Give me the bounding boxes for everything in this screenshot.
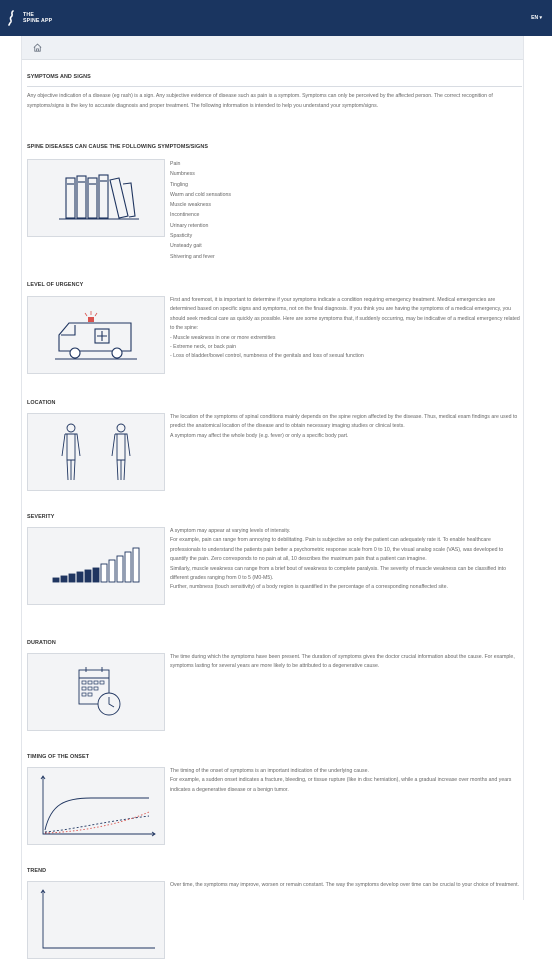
breadcrumb [22,36,523,60]
onset-text [170,767,522,845]
page-title: SYMPTOMS AND SIGNS [27,74,91,80]
human-body-icon [31,416,161,488]
section-title: DURATION [27,640,56,646]
body-illustration [27,413,165,491]
onset-illustration [27,767,165,845]
list-item: Urinary retention [170,222,209,229]
onset-paragraph: The timing of the onset of symptoms is an important indication of the underlying cause. [170,768,369,774]
pain-scale-icon [31,530,161,602]
spine-logo-icon [6,10,18,26]
urgency-text [170,296,522,374]
main-container [21,36,524,900]
section-symptoms-signs [27,74,522,111]
urgency-paragraph: First and foremost, it is important to determine if your symptoms indicate a condition requiring emergency treatment. Medical emergencies are determined based on specific signs and symptoms, not on the final diagnosis. If you think you are having the symptoms of a medical emergency, you should seek medical care as quickly as possible. Here are some symptoms that, if suddenly occurring, may be indicative of a medical emergency related to the spine: [170,297,520,332]
section-severity [27,514,522,605]
list-item: Spasticity [170,233,193,240]
home-icon[interactable] [32,42,43,53]
list-item: - Loss of bladder/bowel control, numbness of the genitals and loss of sexual function [170,353,364,360]
trend-chart-icon [31,884,161,956]
list-item: Pain [170,161,181,167]
list-item: Incontinence [170,212,200,219]
list-item: Tingling [170,181,188,188]
brand[interactable] [6,10,52,26]
trend-illustration [27,881,165,959]
location-paragraph-2: A symptom may affect the whole body (e.g. fever) or only a specific body part. [170,432,349,439]
ambulance-illustration [27,296,165,374]
symptom-list [170,159,231,262]
language-selector[interactable]: EN ▾ [531,15,542,21]
section-title: TREND [27,868,47,874]
list-item: Muscle weakness [170,202,211,209]
location-text [170,413,522,491]
trend-text: Over time, the symptoms may improve, worsen or remain constant. The way the symptoms develop over time can be crucial to your choice of treatment. [170,882,520,888]
list-item: Warm and cold sensations [170,191,231,198]
list-item: - Muscle weakness in one or more extremities [170,334,276,341]
severity-paragraph-4: Further, numbness (touch sensitivity) of a body region is quantified in the percentage of a corresponding nonaffected site. [170,584,448,591]
intro-text: Any objective indication of a disease (eg rash) is a sign. Any subjective evidence of disease such as pain is a symptom. Symptoms can only be perceived by the affected person. The correct recognition of symptoms/signs is the key to accurate diagnosis and proper treatment. The following information is intended to help you understand your symptom/signs. [27,93,493,109]
ambulance-icon [31,299,161,371]
binders-icon [31,162,161,234]
books-illustration [27,159,165,237]
divider [27,86,522,87]
section-title: TIMING OF THE ONSET [27,754,90,760]
severity-illustration [27,527,165,605]
severity-paragraph-3: Similarly, muscle weakness can range from a brief bout of weakness to complete paralysis. The severity of muscle weakness can be classified into different grades ranging from 0 to 5 (M0-M5). [170,565,506,582]
severity-paragraph: A symptom may appear at varying levels of intensity. [170,528,291,534]
list-item: Numbness [170,171,195,178]
onset-curves-icon [31,770,161,842]
list-item: - Extreme neck, or back pain [170,344,237,351]
section-symptoms-list [27,144,522,262]
duration-illustration [27,653,165,731]
section-title: SEVERITY [27,514,55,520]
list-item: Unsteady gait [170,243,202,250]
section-duration [27,640,522,731]
list-item: Shivering and fever [170,253,215,260]
duration-text: The time during which the symptoms have been present. The duration of symptoms gives the doctor crucial information about the cause. For example, symptoms lasting for several years are more likely to be attributed to a degenerative cause. [170,654,515,670]
brand-line-2: SPINE APP [23,18,53,24]
section-title: LEVEL OF URGENCY [27,282,84,288]
calendar-clock-icon [31,656,161,728]
severity-paragraph-2: For example, pain can range from annoying to debilitating. Pain is subjective so only the patient can adequately rate it. To enable healthcare professionals to understand the patients pain better a psychometric response scale from 0 to 10, the visual analog scale (VAS), was developed to quantify the pain. Zero corresponds to no pain at all, 10 describes the maximum pain that a patient can imagine. [170,537,504,563]
location-paragraph: The location of the symptoms of spinal conditions mainly depends on the spine region affected by the disease. Thus, medical exam findings are used to predict the anatomical location of the disease and to obtain necessary imaging studies or clinical tests. [170,414,518,430]
onset-paragraph-2: For example, a sudden onset indicates a fracture, bleeding, or tissue rupture (like in disc herniation), while a gradual increase over months and years indicates a degenerative disease or a benign tumor. [170,777,512,793]
section-urgency [27,282,522,374]
section-onset [27,754,522,845]
severity-text [170,527,522,605]
section-location [27,400,522,491]
section-trend [27,868,522,959]
app-header [0,0,552,36]
section-title: SPINE DISEASES CAN CAUSE THE FOLLOWING SYMPTOMS/SIGNS [27,144,209,150]
section-title: LOCATION [27,400,56,406]
brand-name [23,12,52,25]
brand-line-1: THE [23,11,34,18]
